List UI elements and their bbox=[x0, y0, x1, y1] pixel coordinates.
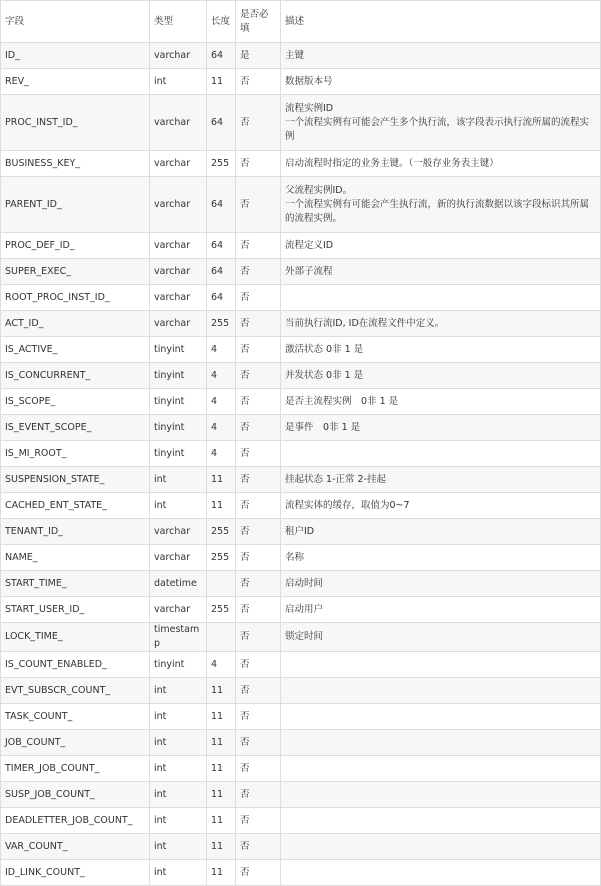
field-cell: SUPER_EXEC_ bbox=[1, 259, 150, 285]
type-cell: datetime bbox=[150, 571, 207, 597]
description-line: 外部子流程 bbox=[285, 265, 333, 277]
length-cell: 11 bbox=[207, 678, 236, 704]
description-cell bbox=[281, 493, 601, 519]
type-cell: int bbox=[150, 69, 207, 95]
length-cell: 255 bbox=[207, 545, 236, 571]
description-cell bbox=[281, 95, 601, 151]
header-field: 字段 bbox=[1, 1, 150, 43]
required-cell: 否 bbox=[236, 730, 281, 756]
description-line: 当前执行流ID, ID在流程文件中定义。 bbox=[285, 317, 445, 329]
field-cell: TENANT_ID_ bbox=[1, 519, 150, 545]
description-line: 启动流程时指定的业务主键。（一般存业务表主键） bbox=[285, 157, 499, 169]
length-cell: 4 bbox=[207, 337, 236, 363]
description-line: 流程实例ID bbox=[285, 102, 334, 114]
length-cell: 64 bbox=[207, 233, 236, 259]
length-cell: 4 bbox=[207, 363, 236, 389]
length-cell: 11 bbox=[207, 782, 236, 808]
type-cell: varchar bbox=[150, 151, 207, 177]
required-cell: 否 bbox=[236, 233, 281, 259]
table-row bbox=[1, 704, 601, 730]
type-cell: varchar bbox=[150, 177, 207, 233]
length-cell: 64 bbox=[207, 43, 236, 69]
description-line: 启动用户 bbox=[285, 603, 324, 615]
required-cell: 否 bbox=[236, 311, 281, 337]
required-cell: 否 bbox=[236, 467, 281, 493]
description-line: 流程实体的缓存，取值为0~7 bbox=[285, 499, 410, 511]
required-cell: 是 bbox=[236, 43, 281, 69]
required-cell: 否 bbox=[236, 808, 281, 834]
required-cell: 否 bbox=[236, 415, 281, 441]
field-cell: REV_ bbox=[1, 69, 150, 95]
description-line: 锁定时间 bbox=[285, 631, 324, 642]
field-cell: TIMER_JOB_COUNT_ bbox=[1, 756, 150, 782]
length-cell: 255 bbox=[207, 311, 236, 337]
field-cell: IS_EVENT_SCOPE_ bbox=[1, 415, 150, 441]
length-cell: 64 bbox=[207, 95, 236, 151]
description-cell bbox=[281, 808, 601, 834]
required-cell: 否 bbox=[236, 363, 281, 389]
type-cell: int bbox=[150, 467, 207, 493]
table-row bbox=[1, 43, 601, 69]
field-cell: START_USER_ID_ bbox=[1, 597, 150, 623]
header-type: 类型 bbox=[150, 1, 207, 43]
table-row bbox=[1, 389, 601, 415]
table-body bbox=[1, 1, 601, 886]
table-row bbox=[1, 782, 601, 808]
type-cell: tinyint bbox=[150, 441, 207, 467]
field-cell: IS_SCOPE_ bbox=[1, 389, 150, 415]
required-cell: 否 bbox=[236, 704, 281, 730]
description-cell bbox=[281, 259, 601, 285]
type-cell: int bbox=[150, 808, 207, 834]
field-cell: NAME_ bbox=[1, 545, 150, 571]
description-line: 一个流程实例有可能会产生执行流，新的执行流数据以该字段标识其所属的流程实例。 bbox=[285, 198, 590, 224]
field-cell: IS_MI_ROOT_ bbox=[1, 441, 150, 467]
field-cell: DEADLETTER_JOB_COUNT_ bbox=[1, 808, 150, 834]
length-cell: 255 bbox=[207, 151, 236, 177]
description-cell bbox=[281, 441, 601, 467]
type-cell: tinyint bbox=[150, 337, 207, 363]
length-cell: 11 bbox=[207, 704, 236, 730]
field-cell: JOB_COUNT_ bbox=[1, 730, 150, 756]
description-cell bbox=[281, 704, 601, 730]
table-row bbox=[1, 95, 601, 151]
required-cell: 否 bbox=[236, 493, 281, 519]
table-row bbox=[1, 597, 601, 623]
field-cell: SUSPENSION_STATE_ bbox=[1, 467, 150, 493]
description-cell bbox=[281, 834, 601, 860]
description-cell bbox=[281, 756, 601, 782]
field-cell: LOCK_TIME_ bbox=[1, 623, 150, 652]
type-cell: int bbox=[150, 782, 207, 808]
table-row bbox=[1, 177, 601, 233]
field-cell: ACT_ID_ bbox=[1, 311, 150, 337]
table-row bbox=[1, 441, 601, 467]
required-cell: 否 bbox=[236, 597, 281, 623]
type-cell: int bbox=[150, 730, 207, 756]
type-cell: tinyint bbox=[150, 363, 207, 389]
description-cell bbox=[281, 285, 601, 311]
table-header-row bbox=[1, 1, 601, 43]
required-cell: 否 bbox=[236, 545, 281, 571]
description-line: 数据版本号 bbox=[285, 75, 333, 87]
field-cell: ID_LINK_COUNT_ bbox=[1, 860, 150, 886]
field-cell: VAR_COUNT_ bbox=[1, 834, 150, 860]
length-cell: 255 bbox=[207, 597, 236, 623]
table-row bbox=[1, 730, 601, 756]
table-row bbox=[1, 834, 601, 860]
required-cell: 否 bbox=[236, 519, 281, 545]
length-cell: 11 bbox=[207, 834, 236, 860]
description-cell bbox=[281, 151, 601, 177]
description-cell bbox=[281, 678, 601, 704]
description-line: 一个流程实例有可能会产生多个执行流，该字段表示执行流所属的流程实例 bbox=[285, 116, 590, 142]
description-cell bbox=[281, 69, 601, 95]
table-row bbox=[1, 860, 601, 886]
field-cell: IS_ACTIVE_ bbox=[1, 337, 150, 363]
field-cell: CACHED_ENT_STATE_ bbox=[1, 493, 150, 519]
length-cell: 64 bbox=[207, 177, 236, 233]
field-cell: SUSP_JOB_COUNT_ bbox=[1, 782, 150, 808]
required-cell: 否 bbox=[236, 69, 281, 95]
description-cell bbox=[281, 782, 601, 808]
table-row bbox=[1, 69, 601, 95]
field-cell: PARENT_ID_ bbox=[1, 177, 150, 233]
description-cell bbox=[281, 623, 601, 652]
length-cell: 4 bbox=[207, 389, 236, 415]
required-cell: 否 bbox=[236, 259, 281, 285]
header-description: 描述 bbox=[281, 1, 601, 43]
type-cell: int bbox=[150, 860, 207, 886]
field-cell: EVT_SUBSCR_COUNT_ bbox=[1, 678, 150, 704]
description-cell bbox=[281, 597, 601, 623]
type-cell: timestamp bbox=[150, 623, 207, 652]
length-cell: 11 bbox=[207, 808, 236, 834]
table-row bbox=[1, 493, 601, 519]
required-cell: 否 bbox=[236, 151, 281, 177]
description-cell bbox=[281, 337, 601, 363]
description-line: 父流程实例ID。 bbox=[285, 184, 353, 196]
description-line: 并发状态 0非 1 是 bbox=[285, 369, 364, 381]
description-cell bbox=[281, 545, 601, 571]
table-row bbox=[1, 311, 601, 337]
description-line: 流程定义ID bbox=[285, 239, 334, 251]
length-cell: 4 bbox=[207, 441, 236, 467]
required-cell: 否 bbox=[236, 177, 281, 233]
required-cell: 否 bbox=[236, 623, 281, 652]
type-cell: varchar bbox=[150, 597, 207, 623]
description-line: 启动时间 bbox=[285, 577, 324, 589]
type-cell: varchar bbox=[150, 233, 207, 259]
field-cell: IS_COUNT_ENABLED_ bbox=[1, 652, 150, 678]
table-row bbox=[1, 415, 601, 441]
length-cell: 11 bbox=[207, 860, 236, 886]
header-length: 长度 bbox=[207, 1, 236, 43]
type-cell: varchar bbox=[150, 311, 207, 337]
length-cell: 11 bbox=[207, 69, 236, 95]
table-row bbox=[1, 571, 601, 597]
description-line: 激活状态 0非 1 是 bbox=[285, 343, 364, 355]
required-cell: 否 bbox=[236, 782, 281, 808]
description-cell bbox=[281, 860, 601, 886]
table-row bbox=[1, 519, 601, 545]
length-cell bbox=[207, 571, 236, 597]
required-cell: 否 bbox=[236, 678, 281, 704]
field-cell: BUSINESS_KEY_ bbox=[1, 151, 150, 177]
description-cell bbox=[281, 467, 601, 493]
description-line: 租户ID bbox=[285, 525, 315, 537]
type-cell: int bbox=[150, 704, 207, 730]
required-cell: 否 bbox=[236, 860, 281, 886]
length-cell: 4 bbox=[207, 652, 236, 678]
type-cell: int bbox=[150, 834, 207, 860]
table-row bbox=[1, 285, 601, 311]
required-cell: 否 bbox=[236, 285, 281, 311]
table-row bbox=[1, 545, 601, 571]
type-cell: varchar bbox=[150, 519, 207, 545]
table-row bbox=[1, 808, 601, 834]
length-cell: 11 bbox=[207, 493, 236, 519]
type-cell: varchar bbox=[150, 545, 207, 571]
table-row bbox=[1, 652, 601, 678]
table-row bbox=[1, 259, 601, 285]
description-cell bbox=[281, 415, 601, 441]
field-cell: PROC_INST_ID_ bbox=[1, 95, 150, 151]
type-cell: varchar bbox=[150, 285, 207, 311]
description-line: 主键 bbox=[285, 49, 305, 61]
length-cell: 11 bbox=[207, 730, 236, 756]
table-row bbox=[1, 337, 601, 363]
field-cell: PROC_DEF_ID_ bbox=[1, 233, 150, 259]
field-cell: TASK_COUNT_ bbox=[1, 704, 150, 730]
description-line: 名称 bbox=[285, 551, 305, 563]
length-cell: 255 bbox=[207, 519, 236, 545]
description-cell bbox=[281, 233, 601, 259]
length-cell bbox=[207, 623, 236, 652]
required-cell: 否 bbox=[236, 571, 281, 597]
length-cell: 11 bbox=[207, 467, 236, 493]
required-cell: 否 bbox=[236, 756, 281, 782]
length-cell: 4 bbox=[207, 415, 236, 441]
required-cell: 否 bbox=[236, 441, 281, 467]
type-cell: varchar bbox=[150, 95, 207, 151]
field-cell: ID_ bbox=[1, 43, 150, 69]
description-cell bbox=[281, 730, 601, 756]
type-cell: int bbox=[150, 756, 207, 782]
description-line: 挂起状态 1-正常 2-挂起 bbox=[285, 473, 386, 485]
table-row bbox=[1, 756, 601, 782]
description-cell bbox=[281, 43, 601, 69]
description-line: 是事件 0非 1 是 bbox=[285, 421, 361, 433]
header-required: 是否必填 bbox=[236, 1, 281, 43]
type-cell: int bbox=[150, 678, 207, 704]
description-cell bbox=[281, 571, 601, 597]
required-cell: 否 bbox=[236, 337, 281, 363]
required-cell: 否 bbox=[236, 834, 281, 860]
description-line: 是否主流程实例 0非 1 是 bbox=[285, 395, 399, 407]
required-cell: 否 bbox=[236, 95, 281, 151]
type-cell: varchar bbox=[150, 259, 207, 285]
required-cell: 否 bbox=[236, 389, 281, 415]
type-cell: int bbox=[150, 493, 207, 519]
type-cell: tinyint bbox=[150, 415, 207, 441]
table-row bbox=[1, 467, 601, 493]
table-row bbox=[1, 678, 601, 704]
type-cell: tinyint bbox=[150, 389, 207, 415]
type-cell: tinyint bbox=[150, 652, 207, 678]
length-cell: 64 bbox=[207, 259, 236, 285]
required-cell: 否 bbox=[236, 652, 281, 678]
type-cell: varchar bbox=[150, 43, 207, 69]
field-cell: IS_CONCURRENT_ bbox=[1, 363, 150, 389]
table-row bbox=[1, 363, 601, 389]
field-cell: START_TIME_ bbox=[1, 571, 150, 597]
table-row bbox=[1, 151, 601, 177]
description-cell bbox=[281, 389, 601, 415]
description-cell bbox=[281, 177, 601, 233]
description-cell bbox=[281, 363, 601, 389]
table-row bbox=[1, 623, 601, 652]
length-cell: 11 bbox=[207, 756, 236, 782]
description-cell bbox=[281, 519, 601, 545]
field-cell: ROOT_PROC_INST_ID_ bbox=[1, 285, 150, 311]
description-cell bbox=[281, 652, 601, 678]
table-row bbox=[1, 233, 601, 259]
length-cell: 64 bbox=[207, 285, 236, 311]
description-cell bbox=[281, 311, 601, 337]
